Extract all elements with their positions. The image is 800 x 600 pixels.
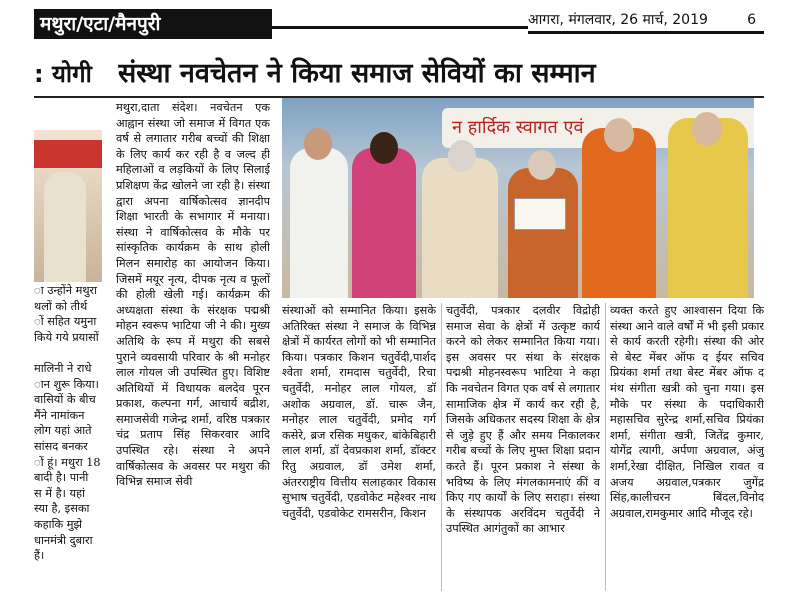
column-1-text: मथुरा,दाता संदेश। नवचेतन एक आह्वान संस्था जो समाज में विगत एक वर्ष से लगातार गरीब बच्चों की शिक्षा के लिए कार्य कर रही है व जल्द ही महिलाओं व लड़कियों के लिए सिलाई प्रशिक्षण केंद्र खोलने जा रही है। संस्था द्वारा अपना वार्षिकोत्सव ज्ञानदीप शिक्षा भारती के सभागार में मनाया। संस्था ने वार्षिकोत्सव के मौके पर सांस्कृतिक कार्यक्रम के साथ होली मिलन समारोह का आयोजन किया। जिसमें मयूर नृत्य, दीपक नृत्य व फूलों की होली खेली गई। कार्यक्रम की अध्यक्षता संस्था के संरक्षक पद्मश्री मोहन स्वरूप भाटिया जी ने की। मुख्य अतिथि के रूप में मथुरा की सबसे पुराने व्यवसायी परिवार के श्री मनोहर लाल गोयल जी उपस्थित हुए। विशिष्ट अतिथियों में विधायक बलदेव पूरन प्रकाश, कल्पना गर्ग, आचार्य बद्रीश, समाजसेवी गजेन्द्र शर्मा, वरिष्ठ पत्रकार चंद्र प्रताप सिंह सिकरवार आदि उपस्थित रहे। संस्था ने अपने वार्षिकोत्सव के अवसर पर मथुरा की विभिन्न समाज सेवी: [116, 101, 270, 489]
column-4-text: व्यक्त करते हुए आश्वासन दिया कि संस्था आने वाले वर्षों में भी इसी प्रकार से कार्य करती रहेगी। संस्था की ओर से बेस्ट मेंबर ऑफ द ईयर सचिव प्रियंका शर्मा तथा बेस्ट मेंबर ऑफ द मंथ संगीता खत्री को चुना गया। इस मौके पर संस्था के पदाधिकारी महासचिव सुरेन्द्र शर्मा,सचिव प्रियंका शर्मा, संगीता खत्री, जितेंद्र कुमार, योगेंद्र त्यागी, अर्पणा अग्रवाल, अंजु शर्मा,रेखा दीक्षित, निखिल रावत व अजय अग्रवाल,पत्रकार जुगेंद्र सिंह,कालीचरन बिंदल,विनोद अग्रवाल,रामकुमार आदि मौजूद रहे।: [610, 304, 764, 520]
photo-banner: न हार्दिक स्वागत एवं: [442, 108, 754, 148]
column-divider: [605, 303, 606, 591]
article-column-1: [116, 100, 270, 592]
dateline-text: आगरा, मंगलवार, 26 मार्च, 2019: [528, 12, 708, 28]
previous-story-headline: : योगी: [34, 60, 92, 88]
article-column-3: [446, 303, 600, 593]
column-3-text: चतुर्वेदी, पत्रकार दलवीर विद्रोही समाज सेवा के क्षेत्रों में उत्कृष्ट कार्य करने को लेकर सम्मानित किया गया। इस अवसर पर संथा के संरक्षक पद्मश्री मोहनस्वरूप भाटिया ने कहा कि नवचेतन विगत एक वर्ष से लगातार सामाजिक क्षेत्र में कार्य कर रही है, जिसके अधिकतर सदस्य शिक्षा के क्षेत्र से जुड़े हुए हैं और समय निकालकर गरीब बच्चों के लिए मुफ्त शिक्षा प्रदान करते हैं। पूरन प्रकाश ने संस्था के भविष्य के लिए मंगलकामनाएं कीं व किए गए कार्यों के लिए सराहा। संस्था के संस्थापक अरविंदम चतुर्वेदी ने उपस्थित आगंतुकों का आभार: [446, 304, 600, 536]
previous-story-text: ा उन्होंने मथुरा थलों को तीर्थ ों सहित यमुना किये गये प्रयासों मालिनी ने राधे ान शुरू किया। वासियों के बीच मैंने नामांकन लोग यहां आते सांसद बनकर ों हूं। मथुरा 18 बादी है। पानी स में है। यहां स्या है, इसका कहाकि मुझे धानमंत्री दुबारा हैं।: [34, 284, 101, 563]
article-photo: [282, 98, 754, 298]
article-column-4: [610, 303, 764, 593]
article-column-2: [282, 303, 436, 593]
page-number: 6: [747, 12, 756, 28]
column-2-text: संस्थाओं को सम्मानित किया। इसके अतिरिक्त संस्था ने समाज के विभिन्न क्षेत्रों में कार्यरत लोगों को भी सम्मानित किया। पत्रकार किशन चतुर्वेदी,पार्शद श्वेता शर्मा, रामदास चतुर्वेदी, रिचा चतुर्वेदी, मनोहर लाल गोयल, डॉ अशोक अग्रवाल, डॉ. चारू जैन, मनोहर लाल चतुर्वेदी, प्रमोद गर्ग कसेरे, ब्रज रसिक मधुकर, बांकेबिहारी लाल शर्मा, डॉ देवप्रकाश शर्मा, डॉक्टर रितु अग्रवाल, डॉ उमेश शर्मा, अंतरराष्ट्रीय वित्तीय सलाहकार विकास सुभाष चतुर्वेदी, एडवोकेट महेश्वर नाथ चतुर्वेदी, एडवोकेट रामसरीन, किशन: [282, 304, 436, 520]
column-divider: [441, 303, 442, 591]
section-tab: मथुरा/एटा/मैनपुरी: [34, 9, 272, 39]
dateline: [528, 9, 764, 34]
article-headline: संस्था नवचेतन ने किया समाज सेवियों का सम्मान: [118, 58, 596, 89]
header-rule: [272, 26, 528, 29]
previous-story-photo: [34, 130, 102, 282]
